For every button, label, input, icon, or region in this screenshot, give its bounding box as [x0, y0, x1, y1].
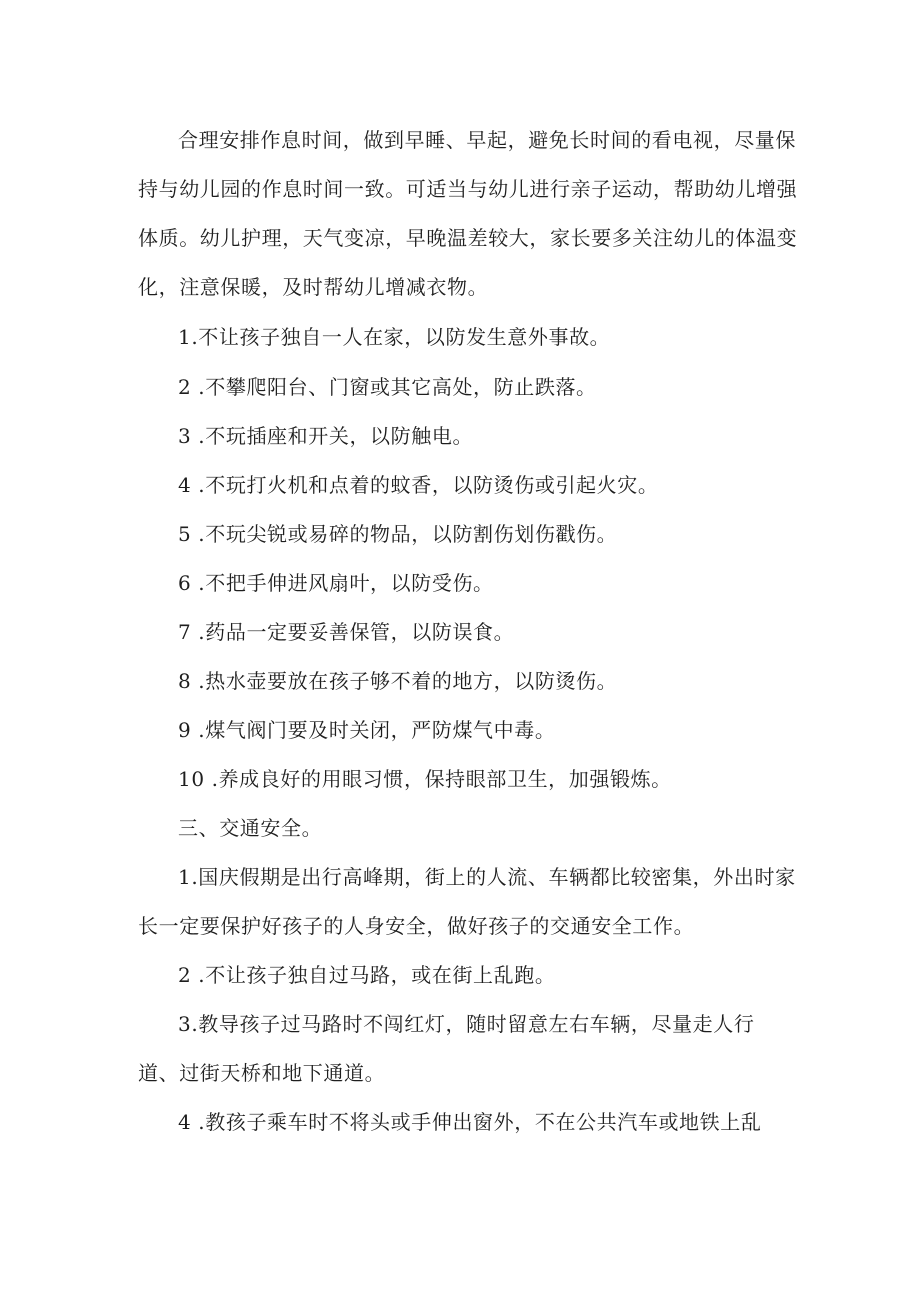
list-item-continuation: 道、过街天桥和地下通道。 [138, 1061, 386, 1085]
list-item: 3 .不玩插座和开关，以防触电。 [178, 424, 474, 448]
list-item: 1.不让孩子独自一人在家，以防发生意外事故。 [178, 325, 611, 349]
list-item: 6 .不把手伸进风扇叶，以防受伤。 [178, 571, 494, 595]
paragraph-line: 体质。幼儿护理，天气变凉，早晚温差较大，家长要多关注幼儿的体温变 [138, 226, 798, 250]
list-item: 3.教导孩子过马路时不闯红灯，随时留意左右车辆，尽量走人行 [178, 1012, 755, 1036]
section-heading: 三、交通安全。 [178, 816, 323, 840]
list-item: 2 .不让孩子独自过马路，或在街上乱跑。 [178, 963, 556, 987]
paragraph-line: 持与幼儿园的作息时间一致。可适当与幼儿进行亲子运动，帮助幼儿增强 [138, 177, 798, 201]
list-item: 9 .煤气阀门要及时关闭，严防煤气中毒。 [178, 718, 556, 742]
list-item: 1.国庆假期是出行高峰期，街上的人流、车辆都比较密集，外出时家 [178, 865, 796, 889]
list-item: 4 .教孩子乘车时不将头或手伸出窗外，不在公共汽车或地铁上乱 [178, 1110, 762, 1134]
paragraph-line: 化，注意保暖，及时帮幼儿增减衣物。 [138, 275, 489, 299]
list-item-continuation: 长一定要保护好孩子的人身安全，做好孩子的交通安全工作。 [138, 914, 695, 938]
list-item: 10 .养成良好的用眼习惯，保持眼部卫生，加强锻炼。 [178, 767, 672, 791]
list-item: 2 .不攀爬阳台、门窗或其它高处，防止跌落。 [178, 375, 597, 399]
list-item: 7 .药品一定要妥善保管，以防误食。 [178, 620, 515, 644]
list-item: 5 .不玩尖锐或易碎的物品，以防割伤划伤戳伤。 [178, 522, 618, 546]
list-item: 4 .不玩打火机和点着的蚊香，以防烫伤或引起火灾。 [178, 473, 659, 497]
paragraph-line: 合理安排作息时间，做到早睡、早起，避免长时间的看电视，尽量保 [178, 128, 796, 152]
list-item: 8 .热水壶要放在孩子够不着的地方，以防烫伤。 [178, 669, 618, 693]
